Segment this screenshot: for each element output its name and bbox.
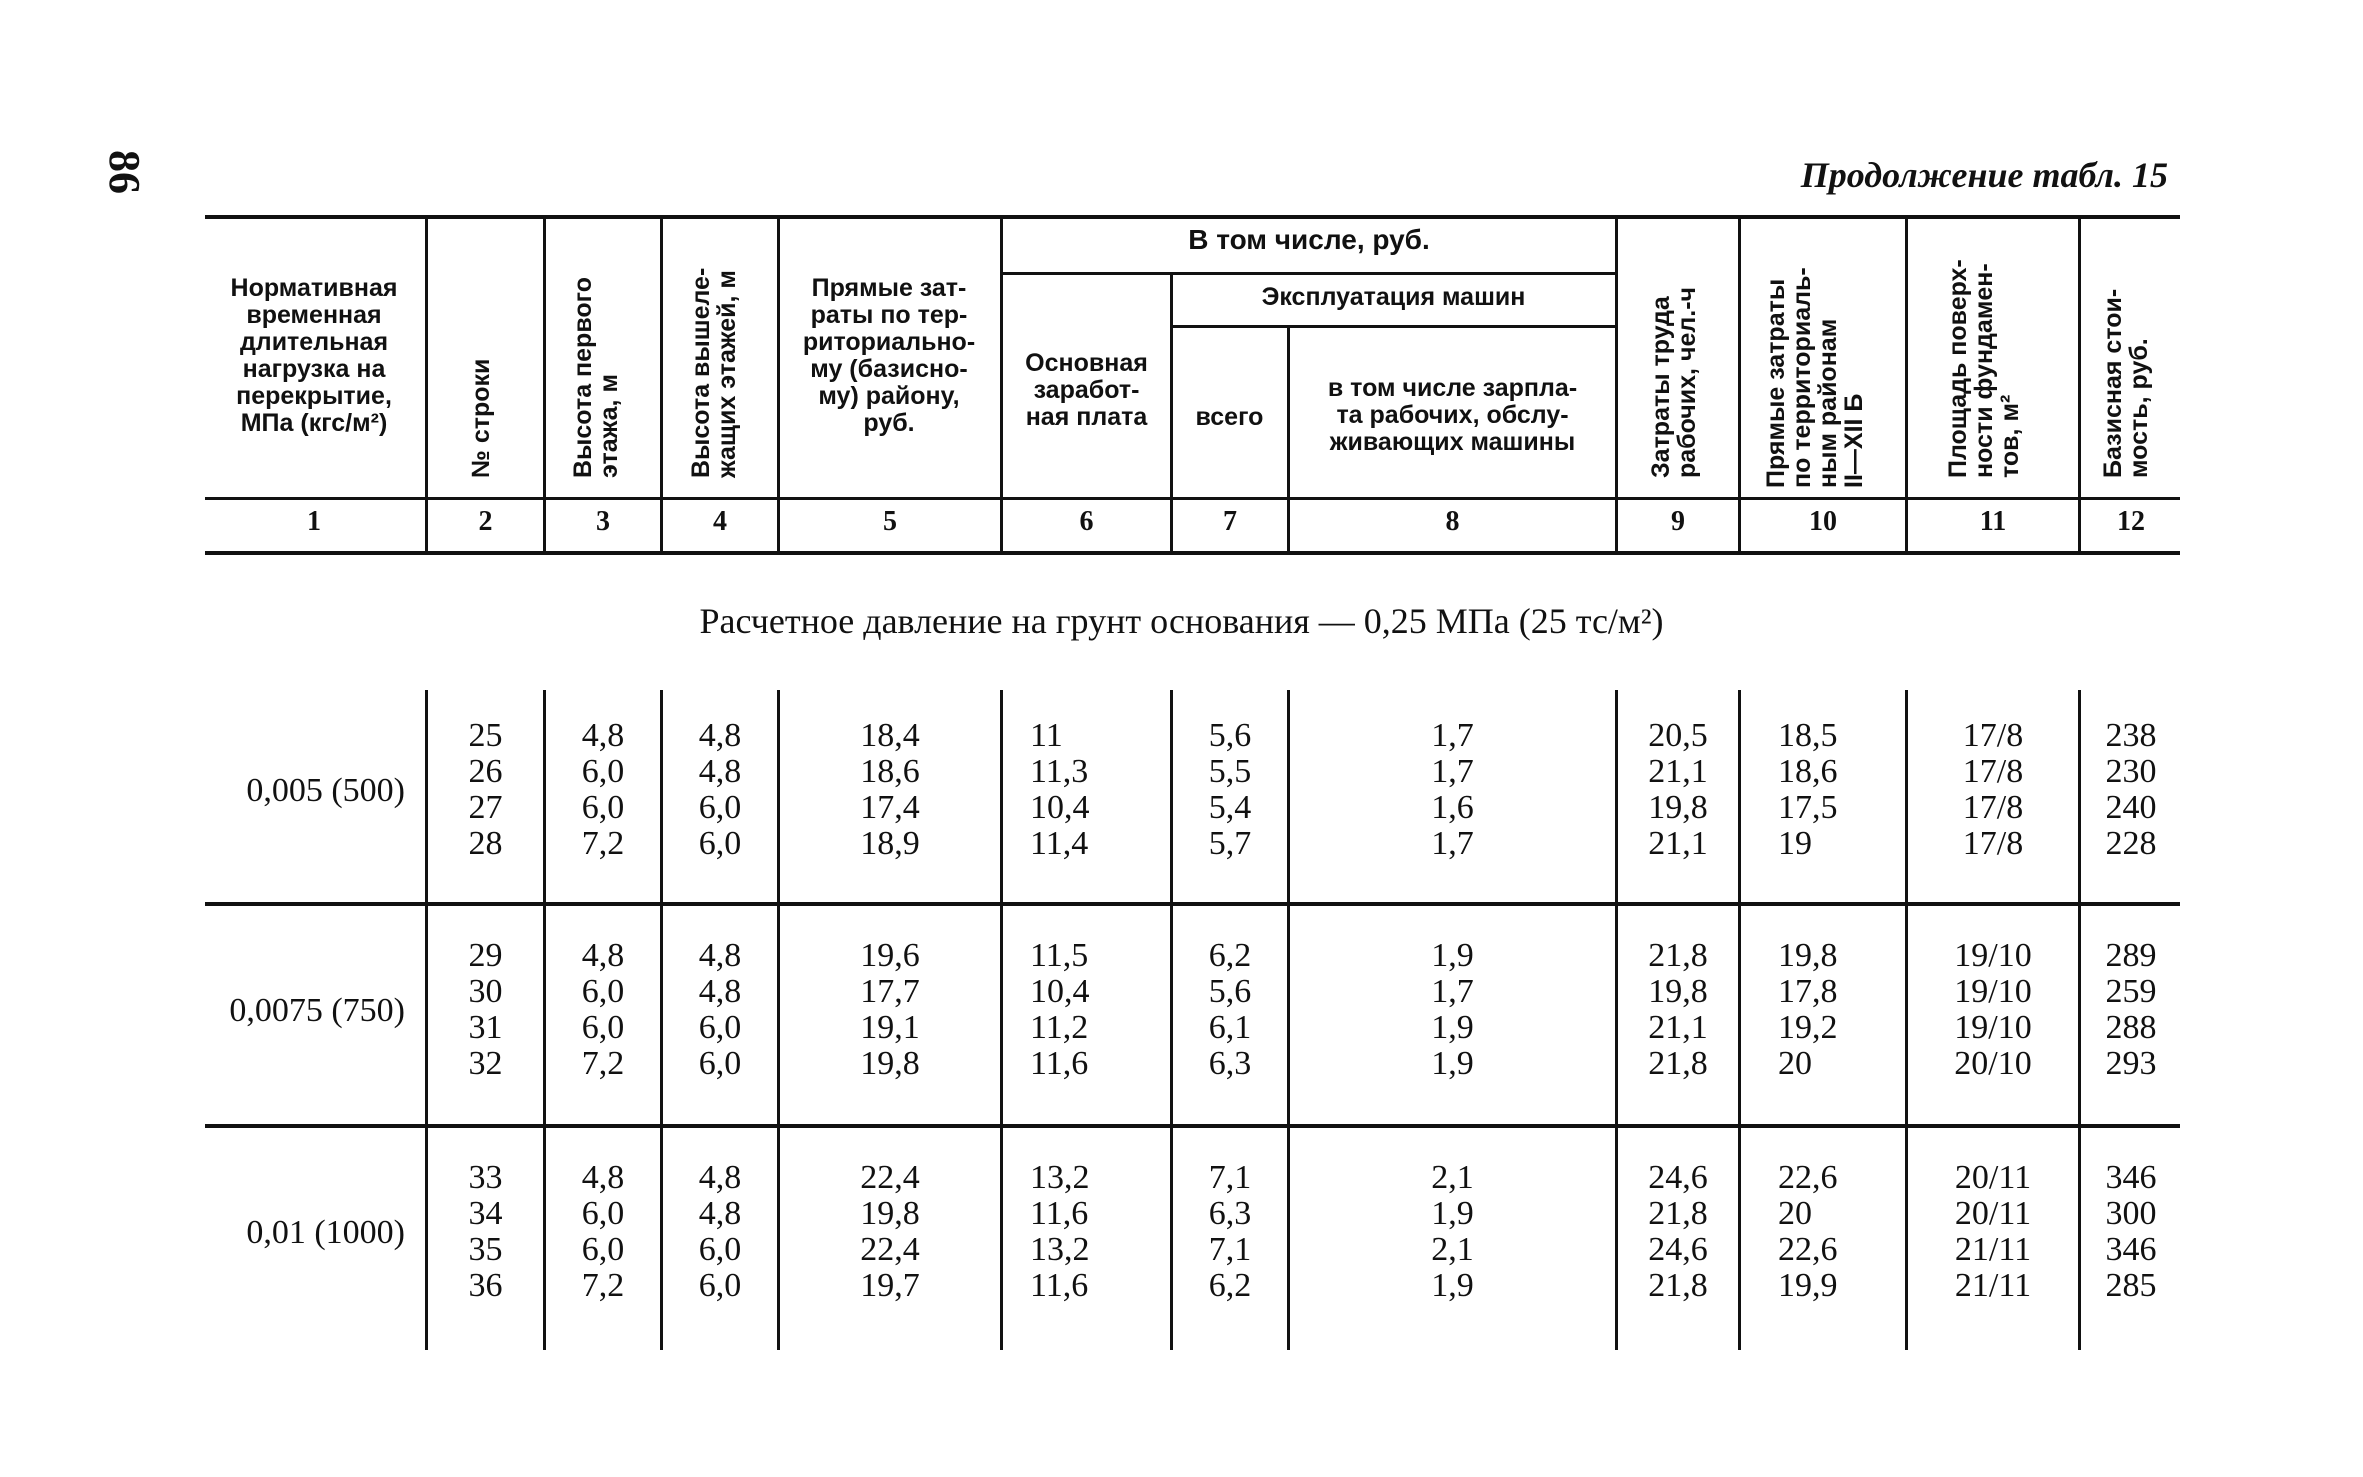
cell-first-floor-height: 4,8 bbox=[581, 1159, 625, 1196]
cell-base-wage: 11,6 bbox=[1030, 1267, 1089, 1304]
cell-row-number: 36 bbox=[468, 1267, 503, 1304]
cell-direct-costs: 18,9 bbox=[860, 825, 920, 862]
cell-machine-total: 6,1 bbox=[1208, 1009, 1252, 1046]
cell-base-wage: 11 bbox=[1030, 717, 1063, 754]
cell-foundation-area: 17/8 bbox=[1962, 717, 2024, 754]
cell-upper-floors-height: 4,8 bbox=[698, 1195, 742, 1232]
header-group-machine-operation: Эксплуатация машин bbox=[1261, 283, 1526, 311]
cell-machine-wage: 1,7 bbox=[1431, 825, 1474, 862]
cell-upper-floors-height: 4,8 bbox=[698, 753, 742, 790]
table-top-rule bbox=[205, 215, 2180, 219]
group-em-rule bbox=[1172, 325, 1615, 328]
cell-base-wage: 11,6 bbox=[1030, 1045, 1089, 1082]
cell-direct-costs: 17,4 bbox=[860, 789, 920, 826]
header-foundation-area: Площадь поверх- ности фундамен- тов, м² bbox=[1944, 259, 2024, 478]
header-machine-wage: в том числе зарпла- та рабочих, обслу- живающих машины bbox=[1327, 374, 1578, 456]
column-number: 6 bbox=[1079, 506, 1094, 537]
cell-row-number: 31 bbox=[468, 1009, 503, 1046]
cell-machine-total: 5,4 bbox=[1208, 789, 1252, 826]
cell-regional-direct-costs: 19,8 bbox=[1778, 937, 1838, 974]
cell-base-cost: 230 bbox=[2105, 753, 2157, 790]
cell-base-wage: 10,4 bbox=[1030, 973, 1090, 1010]
cell-machine-total: 6,3 bbox=[1208, 1195, 1252, 1232]
cell-row-number: 30 bbox=[468, 973, 503, 1010]
cell-base-cost: 238 bbox=[2105, 717, 2157, 754]
table-continuation-label: Продолжение табл. 15 bbox=[1800, 155, 2168, 195]
cell-upper-floors-height: 6,0 bbox=[698, 1267, 742, 1304]
cell-first-floor-height: 6,0 bbox=[581, 1009, 625, 1046]
cell-direct-costs: 22,4 bbox=[860, 1159, 920, 1196]
cell-machine-wage: 1,7 bbox=[1431, 973, 1474, 1010]
cell-machine-total: 5,6 bbox=[1208, 717, 1252, 754]
cell-row-number: 28 bbox=[468, 825, 503, 862]
column-number: 12 bbox=[2117, 506, 2145, 537]
cell-row-number: 34 bbox=[468, 1195, 503, 1232]
column-number: 1 bbox=[307, 506, 321, 537]
cell-foundation-area: 19/10 bbox=[1954, 937, 2032, 974]
cell-base-cost: 289 bbox=[2105, 937, 2157, 974]
cell-regional-direct-costs: 20 bbox=[1778, 1195, 1812, 1232]
cell-labor-costs: 21,8 bbox=[1648, 1195, 1708, 1232]
cell-base-wage: 11,2 bbox=[1030, 1009, 1089, 1046]
cell-regional-direct-costs: 17,8 bbox=[1778, 973, 1838, 1010]
cell-base-cost: 240 bbox=[2105, 789, 2157, 826]
cell-direct-costs: 22,4 bbox=[860, 1231, 920, 1268]
header-divider bbox=[425, 218, 428, 551]
cell-machine-wage: 2,1 bbox=[1431, 1159, 1474, 1196]
cell-machine-total: 6,2 bbox=[1208, 937, 1252, 974]
header-labor-costs: Затраты труда рабочих, чел.-ч bbox=[1647, 286, 1701, 478]
cell-labor-costs: 19,8 bbox=[1648, 789, 1708, 826]
cell-row-number: 35 bbox=[468, 1231, 503, 1268]
cell-base-cost: 288 bbox=[2105, 1009, 2157, 1046]
cell-upper-floors-height: 6,0 bbox=[698, 1045, 742, 1082]
cell-machine-total: 6,3 bbox=[1208, 1045, 1252, 1082]
cell-first-floor-height: 7,2 bbox=[581, 1267, 625, 1304]
cell-first-floor-height: 7,2 bbox=[581, 1045, 625, 1082]
cell-foundation-area: 20/10 bbox=[1954, 1045, 2032, 1082]
cell-first-floor-height: 6,0 bbox=[581, 753, 625, 790]
group-load-label: 0,01 (1000) bbox=[246, 1214, 405, 1251]
cell-machine-wage: 2,1 bbox=[1431, 1231, 1474, 1268]
cell-base-cost: 346 bbox=[2105, 1159, 2157, 1196]
header-divider bbox=[2078, 218, 2081, 551]
cell-foundation-area: 21/11 bbox=[1954, 1267, 2032, 1304]
cell-upper-floors-height: 6,0 bbox=[698, 789, 742, 826]
column-number: 2 bbox=[478, 506, 493, 537]
cell-first-floor-height: 6,0 bbox=[581, 1195, 625, 1232]
cell-machine-wage: 1,9 bbox=[1431, 1045, 1474, 1082]
cell-machine-total: 5,5 bbox=[1208, 753, 1252, 790]
header-base-wage: Основная заработ- ная плата bbox=[1025, 349, 1148, 431]
cell-base-wage: 11,5 bbox=[1030, 937, 1089, 974]
cell-regional-direct-costs: 19,9 bbox=[1778, 1267, 1838, 1304]
cell-machine-total: 5,7 bbox=[1208, 825, 1252, 862]
cell-direct-costs: 18,6 bbox=[860, 753, 920, 790]
header-regional-direct-costs: Прямые затраты по территориаль- ным районам II—XII Б bbox=[1762, 267, 1868, 488]
cell-foundation-area: 19/10 bbox=[1954, 1009, 2032, 1046]
cell-first-floor-height: 7,2 bbox=[581, 825, 625, 862]
cell-base-cost: 293 bbox=[2105, 1045, 2157, 1082]
cell-regional-direct-costs: 18,6 bbox=[1778, 753, 1838, 790]
column-number: 5 bbox=[883, 506, 897, 537]
cell-regional-direct-costs: 18,5 bbox=[1778, 717, 1838, 754]
cell-regional-direct-costs: 19,2 bbox=[1778, 1009, 1838, 1046]
cell-upper-floors-height: 4,8 bbox=[698, 1159, 742, 1196]
cell-foundation-area: 21/11 bbox=[1954, 1231, 2032, 1268]
cell-direct-costs: 17,7 bbox=[860, 973, 920, 1010]
cell-machine-total: 6,2 bbox=[1208, 1267, 1252, 1304]
cell-regional-direct-costs: 20 bbox=[1778, 1045, 1812, 1082]
cell-upper-floors-height: 6,0 bbox=[698, 825, 742, 862]
page-number: 86 bbox=[100, 150, 149, 194]
cell-upper-floors-height: 4,8 bbox=[698, 717, 742, 754]
header-row-number: № строки bbox=[467, 358, 495, 478]
cell-labor-costs: 21,8 bbox=[1648, 1045, 1708, 1082]
header-bottom-rule bbox=[205, 497, 2180, 500]
cell-direct-costs: 19,1 bbox=[860, 1009, 920, 1046]
header-machine-total: всего bbox=[1195, 403, 1264, 431]
cell-direct-costs: 19,8 bbox=[860, 1195, 920, 1232]
cell-base-wage: 11,3 bbox=[1030, 753, 1089, 790]
section-subtitle: Расчетное давление на грунт основания — 0,25 МПа (25 тс/м²) bbox=[699, 601, 1664, 641]
cell-upper-floors-height: 6,0 bbox=[698, 1231, 742, 1268]
cell-first-floor-height: 4,8 bbox=[581, 937, 625, 974]
cell-foundation-area: 19/10 bbox=[1954, 973, 2032, 1010]
header-divider bbox=[1738, 218, 1741, 551]
header-load: Нормативная временная длительная нагрузка на перекрытие, МПа (кгс/м²) bbox=[230, 274, 398, 437]
cell-labor-costs: 19,8 bbox=[1648, 973, 1708, 1010]
cell-foundation-area: 17/8 bbox=[1962, 825, 2024, 862]
cell-upper-floors-height: 4,8 bbox=[698, 973, 742, 1010]
group-load-label: 0,0075 (750) bbox=[229, 992, 405, 1029]
header-upper-floors-height: Высота вышеле- жащих этажей, м bbox=[687, 267, 741, 478]
cell-base-cost: 300 bbox=[2105, 1195, 2157, 1232]
group-vt-rule bbox=[1003, 272, 1615, 275]
cell-first-floor-height: 6,0 bbox=[581, 973, 625, 1010]
cell-regional-direct-costs: 22,6 bbox=[1778, 1231, 1838, 1268]
cell-machine-wage: 1,9 bbox=[1431, 1267, 1474, 1304]
cell-direct-costs: 19,6 bbox=[860, 937, 920, 974]
cell-regional-direct-costs: 22,6 bbox=[1778, 1159, 1838, 1196]
cell-labor-costs: 21,1 bbox=[1648, 1009, 1708, 1046]
cell-machine-total: 7,1 bbox=[1208, 1159, 1252, 1196]
cell-machine-wage: 1,9 bbox=[1431, 1009, 1474, 1046]
cell-first-floor-height: 6,0 bbox=[581, 1231, 625, 1268]
cell-machine-total: 5,6 bbox=[1208, 973, 1252, 1010]
cell-foundation-area: 17/8 bbox=[1962, 789, 2024, 826]
header-divider bbox=[1905, 218, 1908, 551]
cell-foundation-area: 17/8 bbox=[1962, 753, 2024, 790]
cell-machine-wage: 1,9 bbox=[1431, 937, 1474, 974]
cell-upper-floors-height: 6,0 bbox=[698, 1009, 742, 1046]
cell-row-number: 26 bbox=[468, 753, 503, 790]
column-number: 4 bbox=[713, 506, 727, 537]
header-group-including: В том числе, руб. bbox=[1188, 224, 1430, 255]
cell-labor-costs: 21,1 bbox=[1648, 825, 1708, 862]
cell-labor-costs: 21,1 bbox=[1648, 753, 1708, 790]
cell-labor-costs: 21,8 bbox=[1648, 937, 1708, 974]
column-number: 10 bbox=[1809, 506, 1837, 537]
header-direct-costs: Прямые зат- раты по тер- риториально- му (базисно- му) району, руб. bbox=[802, 274, 976, 437]
header-first-floor-height: Высота первого этажа, м bbox=[569, 277, 623, 478]
cell-foundation-area: 20/11 bbox=[1954, 1195, 2032, 1232]
body-divider bbox=[1738, 690, 1741, 1350]
cell-row-number: 33 bbox=[468, 1159, 503, 1196]
cell-base-cost: 228 bbox=[2105, 825, 2157, 862]
cell-upper-floors-height: 4,8 bbox=[698, 937, 742, 974]
cell-first-floor-height: 4,8 bbox=[581, 717, 625, 754]
cell-base-wage: 11,4 bbox=[1030, 825, 1089, 862]
cell-machine-total: 7,1 bbox=[1208, 1231, 1252, 1268]
column-number: 9 bbox=[1671, 506, 1685, 537]
cell-first-floor-height: 6,0 bbox=[581, 789, 625, 826]
cell-direct-costs: 19,8 bbox=[860, 1045, 920, 1082]
column-number: 11 bbox=[1979, 506, 2007, 537]
cell-base-wage: 10,4 bbox=[1030, 789, 1090, 826]
cell-foundation-area: 20/11 bbox=[1954, 1159, 2032, 1196]
cell-machine-wage: 1,7 bbox=[1431, 717, 1474, 754]
cell-row-number: 27 bbox=[468, 789, 503, 826]
cell-base-wage: 13,2 bbox=[1030, 1159, 1090, 1196]
header-divider bbox=[1615, 218, 1618, 551]
cell-base-cost: 346 bbox=[2105, 1231, 2157, 1268]
group-load-label: 0,005 (500) bbox=[246, 772, 405, 809]
cell-machine-wage: 1,6 bbox=[1431, 789, 1474, 826]
cell-direct-costs: 19,7 bbox=[860, 1267, 920, 1304]
cell-regional-direct-costs: 17,5 bbox=[1778, 789, 1838, 826]
body-divider bbox=[1000, 690, 1003, 1350]
cell-row-number: 32 bbox=[468, 1045, 503, 1082]
cell-regional-direct-costs: 19 bbox=[1778, 825, 1812, 862]
cell-labor-costs: 24,6 bbox=[1648, 1159, 1708, 1196]
group-separator bbox=[205, 1124, 2180, 1128]
group-separator bbox=[205, 902, 2180, 906]
cell-labor-costs: 21,8 bbox=[1648, 1267, 1708, 1304]
cell-row-number: 25 bbox=[468, 717, 503, 754]
header-base-cost: Базисная стои- мость, руб. bbox=[2099, 288, 2153, 478]
cell-base-cost: 259 bbox=[2105, 973, 2157, 1010]
header-divider bbox=[660, 218, 663, 551]
column-numbers-bottom-rule bbox=[205, 551, 2180, 555]
cell-base-wage: 11,6 bbox=[1030, 1195, 1089, 1232]
cell-row-number: 29 bbox=[468, 937, 503, 974]
column-number: 3 bbox=[596, 506, 610, 537]
cell-base-cost: 285 bbox=[2105, 1267, 2157, 1304]
cell-labor-costs: 20,5 bbox=[1648, 717, 1708, 754]
column-number: 7 bbox=[1223, 506, 1237, 537]
cell-labor-costs: 24,6 bbox=[1648, 1231, 1708, 1268]
cell-machine-wage: 1,7 bbox=[1431, 753, 1474, 790]
header-divider bbox=[543, 218, 546, 551]
column-number: 8 bbox=[1445, 506, 1460, 537]
cell-base-wage: 13,2 bbox=[1030, 1231, 1090, 1268]
cell-direct-costs: 18,4 bbox=[860, 717, 920, 754]
cell-machine-wage: 1,9 bbox=[1431, 1195, 1474, 1232]
